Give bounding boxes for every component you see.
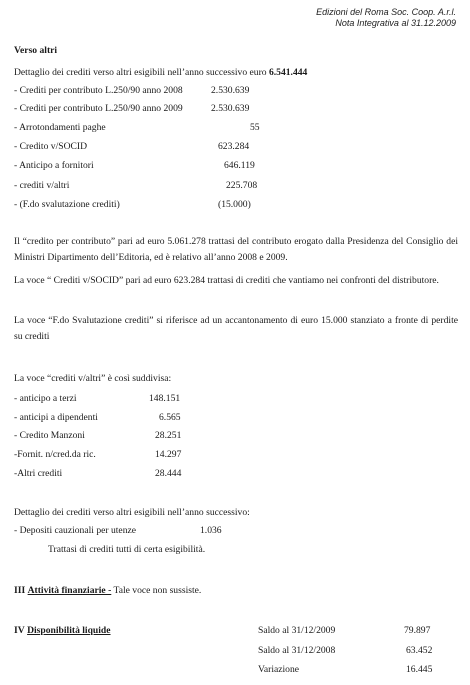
credit-row-value: (15.000): [218, 199, 251, 210]
subdivision-intro: La voce “crediti v/altri” è così suddivisa:: [14, 373, 172, 384]
section2-note: Trattasi di crediti tutti di certa esigibilità.: [48, 544, 206, 555]
header-company: Edizioni del Roma Soc. Coop. A.r.l.: [316, 7, 456, 17]
subdivision-row-value: 14.297: [155, 449, 182, 460]
credit-row-value: 2.530.639: [211, 85, 250, 96]
credit-row-value: 646.119: [224, 160, 255, 171]
section3-title: Attività finanziarie -: [27, 585, 112, 596]
paragraph-crediti-socid: La voce “ Crediti v/SOCID” pari ad euro 623.284 trattasi di crediti che vantiamo nei confronti del distributore.: [14, 275, 439, 286]
credit-row-label: - (F.do svalutazione crediti): [14, 199, 120, 210]
credit-row-label: - Crediti per contributo L.250/90 anno 2009: [14, 103, 183, 114]
section1-intro-total: 6.541.444: [268, 67, 308, 78]
balance-row-value: 79.897: [404, 625, 431, 636]
credit-row-label: - Anticipo a fornitori: [14, 160, 94, 171]
credit-row-label: - Credito v/SOCID: [14, 141, 88, 152]
section3-text: Tale voce non sussiste.: [111, 585, 202, 596]
section1-intro: [14, 67, 307, 79]
subdivision-row-label: -Fornit. n/cred.da ric.: [14, 449, 96, 460]
section4-title: Disponibilità liquide: [27, 625, 111, 636]
subdivision-row-label: -Altri crediti: [14, 468, 63, 479]
paragraph-fondo-svalutazione: La voce “F.do Svalutazione crediti” si riferisce ad un accantonamento di euro 15.000 stanziato a fronte di perdite su crediti: [14, 315, 458, 342]
credit-row-value: 623.284: [218, 141, 250, 152]
credit-row-label: - Arrotondamenti paghe: [14, 122, 106, 133]
deposit-row-label: - Depositi cauzionali per utenze: [14, 525, 137, 536]
section4-number: IV: [14, 625, 25, 636]
subdivision-row-label: - anticipi a dipendenti: [14, 412, 98, 423]
balance-row-value: 63.452: [406, 645, 433, 656]
balance-row-label: Variazione: [258, 664, 300, 675]
subdivision-row-label: - Credito Manzoni: [14, 430, 85, 441]
section1-intro-text: Dettaglio dei crediti verso altri esigibili nell’anno successivo euro: [14, 67, 267, 78]
header-subtitle: Nota Integrativa al 31.12.2009: [335, 18, 456, 28]
balance-row-value: 16.445: [406, 664, 433, 675]
deposit-row-value: 1.036: [200, 525, 222, 536]
credit-row-value: 225.708: [226, 180, 258, 191]
paragraph-credito-contributo: Il “credito per contributo” pari ad euro 5.061.278 trattasi del contributo erogato dalla Presidenza del Consiglio dei Ministri Dipartimento dell’Editoria, ed è relativo all’anno 2008 e 2009.: [14, 236, 458, 263]
subdivision-row-value: 28.251: [155, 430, 182, 441]
section3-line: [14, 585, 201, 597]
section4-heading: [14, 625, 111, 637]
credit-row-label: - crediti v/altri: [14, 180, 70, 191]
credit-row-value: 2.530.639: [211, 103, 250, 114]
subdivision-row-value: 6.565: [159, 412, 181, 423]
subdivision-row-value: 28.444: [155, 468, 182, 479]
subdivision-row-value: 148.151: [149, 393, 181, 404]
credit-row-value: 55: [250, 122, 260, 133]
section2-intro: Dettaglio dei crediti verso altri esigibili nell’anno successivo:: [14, 507, 250, 518]
balance-row-label: Saldo al 31/12/2008: [258, 645, 336, 656]
subdivision-row-label: - anticipo a terzi: [14, 393, 77, 404]
section-title-verso-altri: Verso altri: [14, 45, 58, 56]
section3-number: III: [14, 585, 26, 596]
balance-row-label: Saldo al 31/12/2009: [258, 625, 336, 636]
credit-row-label: - Crediti per contributo L.250/90 anno 2008: [14, 85, 183, 96]
